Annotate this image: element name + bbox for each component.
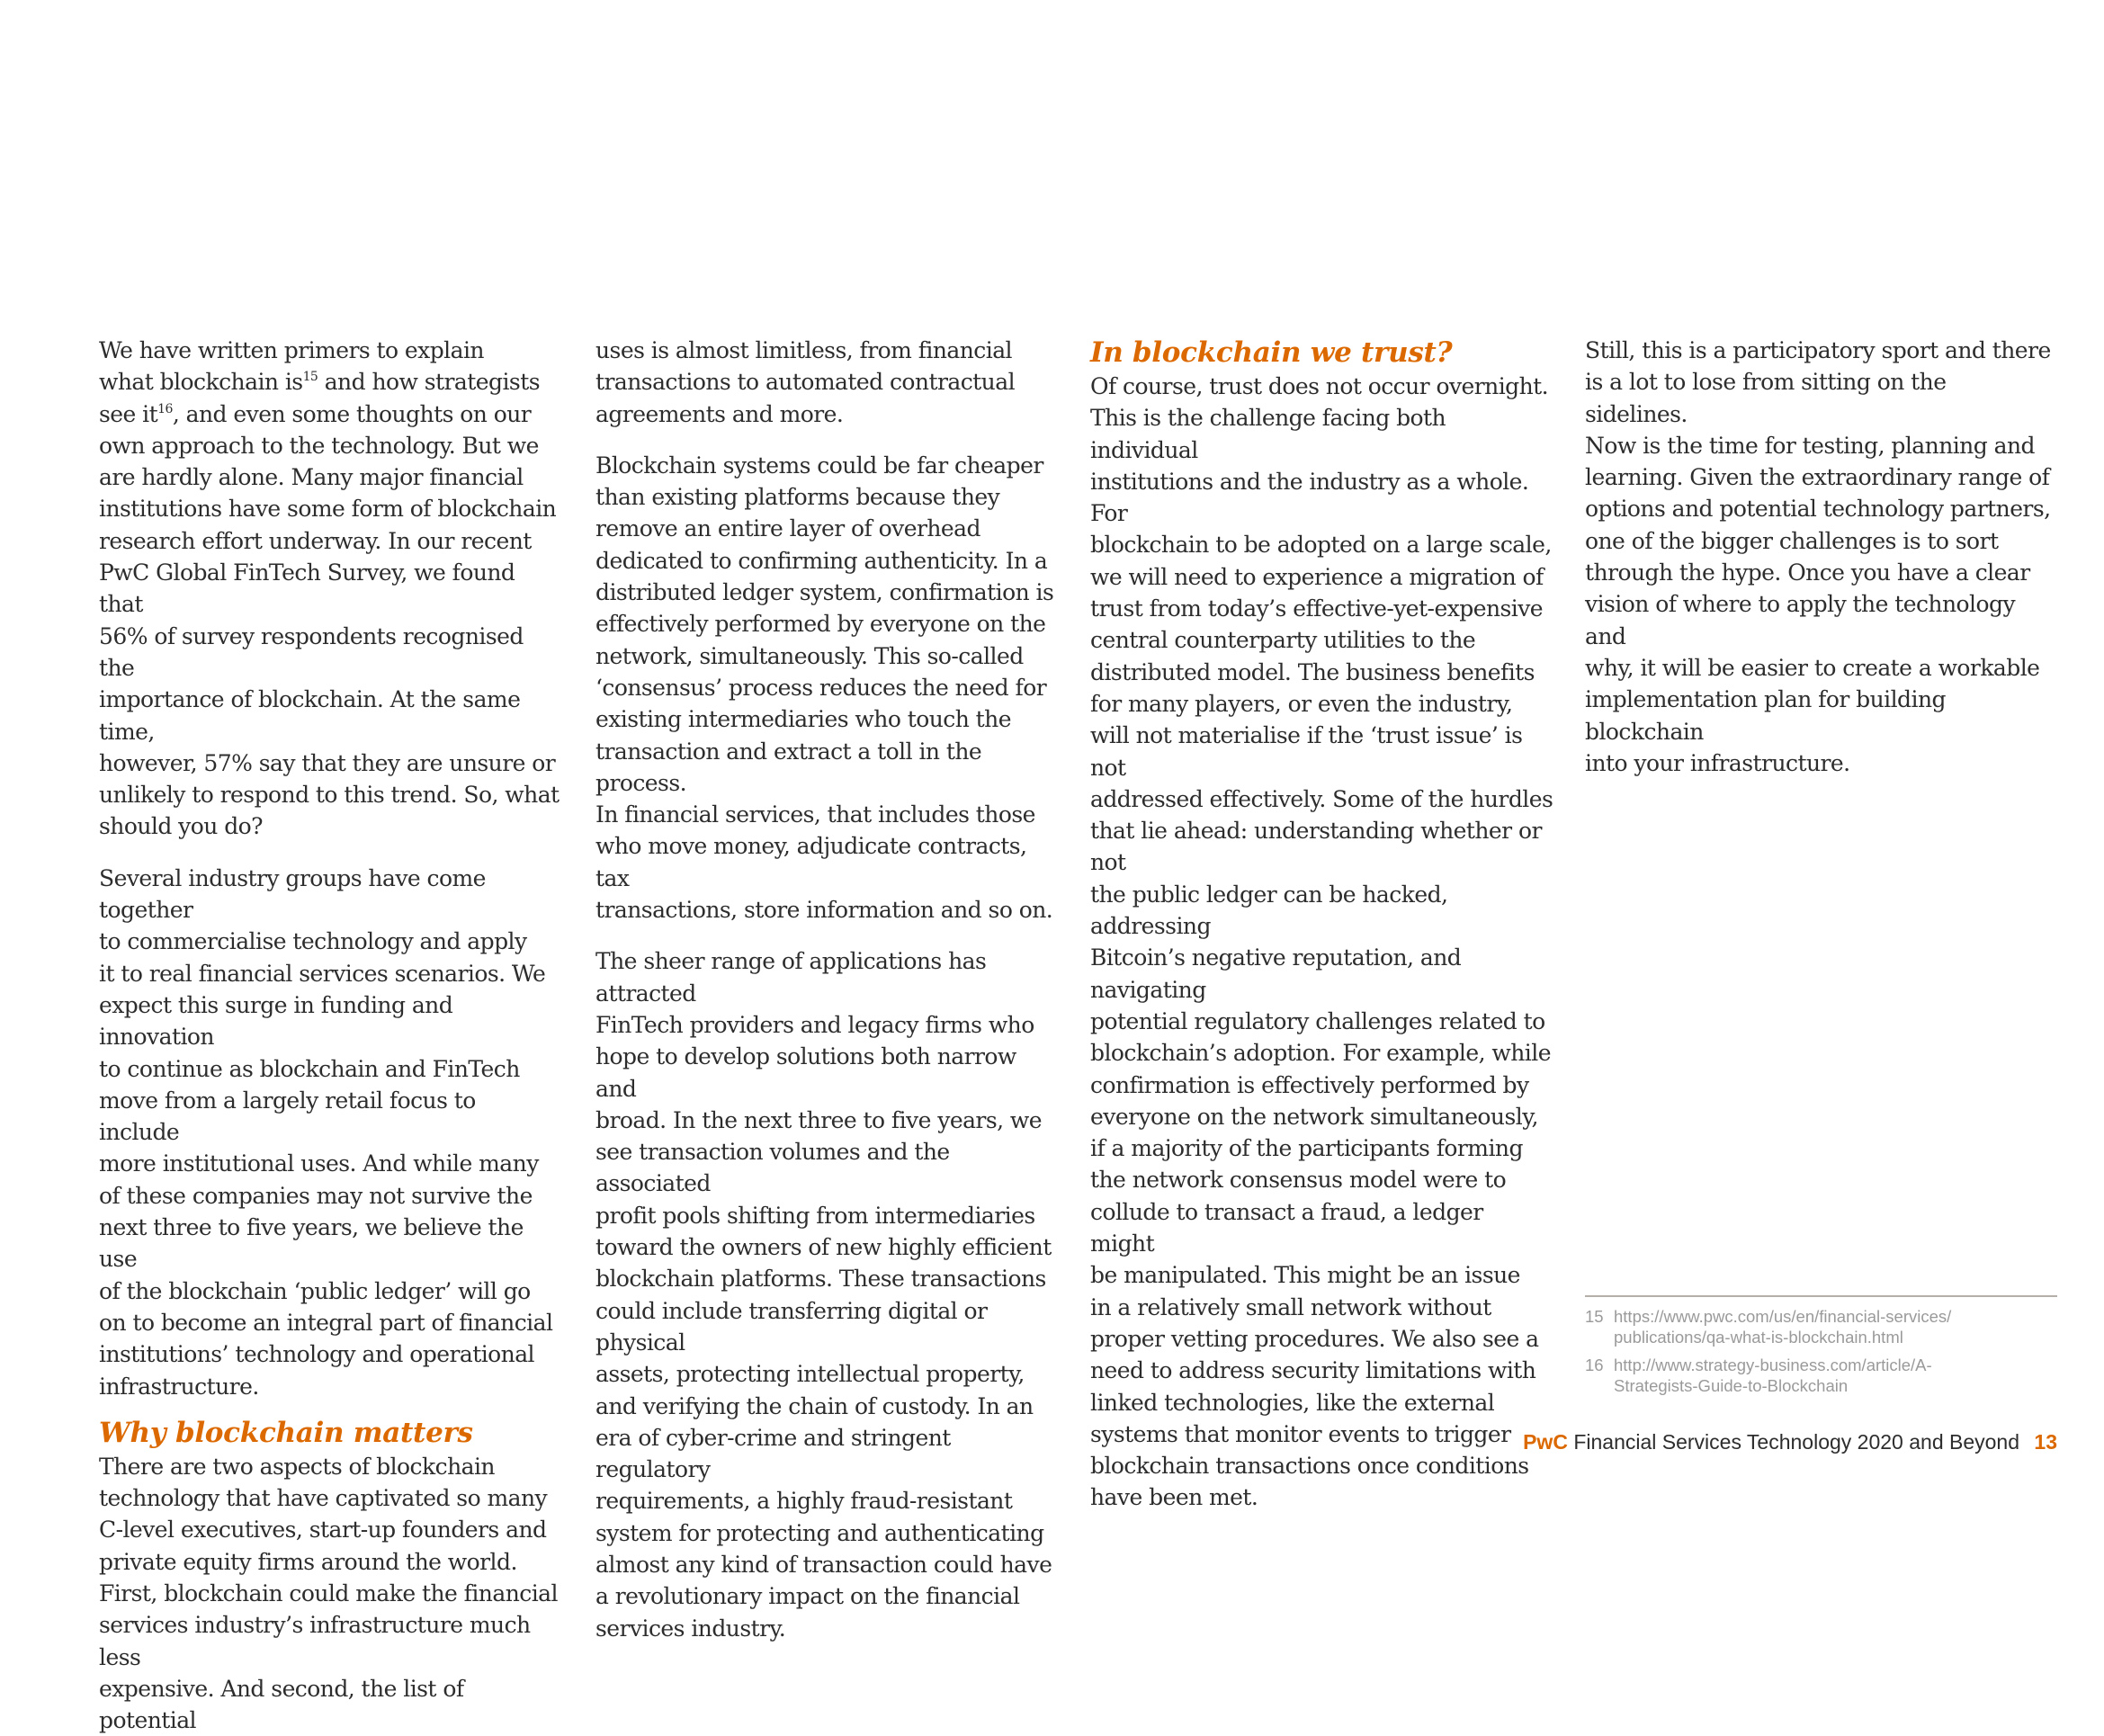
paragraph-primers-text-b: and how strategists see it — [99, 369, 540, 427]
paragraph-cheaper-systems: Blockchain systems could be far cheaper than existing platforms because they remove an entire layer of overhead dedicated to confirming authenticity. In a distributed ledger system, confirmation is effectively performed by everyone on the network, simultaneously. This so-called ‘consensus’ process reduces the need for existing intermediaries who touch the transaction and extract a toll in the process. In financial services, that includes those who move money, adjudicate contracts, tax transactions, store information and so on. — [595, 452, 1054, 924]
column-2 — [595, 335, 1059, 1644]
footnotes — [1585, 1306, 2057, 1403]
column-4 — [1585, 335, 2053, 779]
paragraph-primers-text-a: We have written primers to explain what blockchain is — [99, 337, 484, 396]
footnote-link[interactable]: https://www.pwc.com/us/en/financial-services/ publications/qa-what-is-blockchain.html — [1614, 1307, 1952, 1347]
paragraph-two-aspects: There are two aspects of blockchain technology that have captivated so many C-level executives, start-up founders and private equity firms around the world. First, blockchain could make the financial services industry’s infrastructure much less expensive. And second, the list of potential — [99, 1453, 558, 1734]
footer-title: Financial Services Technology 2020 and Beyond — [1573, 1430, 2020, 1454]
page-number: 13 — [2034, 1430, 2057, 1454]
paragraph-trust: Of course, trust does not occur overnight. This is the challenge facing both individual institutions and the industry as a whole. For blockchain to be adopted on a large scale, we will need to experience a migration of trust from today’s effective-yet-expensive central counterparty utilities to the distributed model. The business benefits for many players, or even the industry, will not materialise if the ‘trust issue’ is not addressed effectively. Some of the hurdles that lie ahead: understanding whether or not the public ledger can be hacked, addressing Bitcoin’s negative reputation, and navigating potential regulatory challenges related to blockchain’s adoption. For example, while confirmation is effectively performed by everyone on the network simultaneously, if a majority of the participants forming the network consensus model were to collude to transact a fraud, a ledger might be manipulated. This might be an issue in a relatively small network without proper vetting procedures. We also see a need to address security limitations with linked technologies, like the external systems that monitor events to trigger blockchain transactions once conditions have been met. — [1090, 373, 1553, 1511]
column-1 — [99, 335, 562, 1736]
paragraph-uses-limitless: uses is almost limitless, from financial transactions to automated contractual agreements and more. — [595, 337, 1016, 427]
footnote-number: 16 — [1585, 1356, 1604, 1374]
heading-why-blockchain-matters: Why blockchain matters — [99, 1416, 473, 1449]
footnote-ref-16[interactable]: 16 — [157, 401, 173, 416]
footnote-divider — [1585, 1295, 2057, 1297]
paragraph-industry-groups: Several industry groups have come together to commercialise technology and apply it to real financial services scenarios. We expect this surge in funding and innovation to continue as blockchain and FinTech move from a largely retail focus to include more institutional uses. And while many of these companies may not survive the next three to five years, we believe the use of the blockchain ‘public ledger’ will go on to become an integral part of financial institutions’ technology and operational infrastructure. — [99, 864, 553, 1400]
paragraph-range-of-applications: The sheer range of applications has attracted FinTech providers and legacy firms who hope to develop solutions both narrow and broad. In the next three to five years, we see transaction volumes and the associated profit pools shifting from intermediaries toward the owners of new highly efficient blockchain platforms. These transactions could include transferring digital or physical assets, protecting intellectual property, and verifying the chain of custody. In an era of cyber-crime and stringent regulatory requirements, a highly fraud-resistant system for protecting and authenticating almost any kind of transaction could have a revolutionary impact on the financial services industry. — [595, 948, 1052, 1642]
footnote-15 — [1585, 1306, 2057, 1347]
footer-brand: PwC — [1523, 1430, 1568, 1454]
column-3 — [1090, 335, 1553, 1514]
paragraph-primers-text-c: , and even some thoughts on our own approach to the technology. But we are hardly alone. Many major financial institutions have some form of blockchain research effort underway. In our recent PwC Global FinTech Survey, we found that 56% of survey respondents recognised the importance of blockchain. At the same time, however, 57% say that they are unsure or unlikely to respond to this trend. So, what should you do? — [99, 400, 560, 840]
heading-in-blockchain-we-trust: In blockchain we trust? — [1090, 336, 1453, 369]
footnote-ref-15[interactable]: 15 — [302, 370, 318, 385]
paragraph-participatory-sport: Still, this is a participatory sport and there is a lot to lose from sitting on the sidelines. Now is the time for testing, planning and learning. Given the extraordinary range of options and potential technology partners, one of the bigger challenges is to sort through the hype. Once you have a clear vision of where to apply the technology and why, it will be easier to create a workable implementation plan for building blockchain into your infrastructure. — [1585, 337, 2051, 776]
paragraph-primers — [99, 335, 562, 843]
footnote-link[interactable]: http://www.strategy-business.com/article/A- Strategists-Guide-to-Blockchain — [1614, 1356, 1932, 1395]
page-footer — [1523, 1430, 2057, 1454]
footnote-16 — [1585, 1355, 2057, 1396]
footnote-number: 15 — [1585, 1307, 1604, 1326]
